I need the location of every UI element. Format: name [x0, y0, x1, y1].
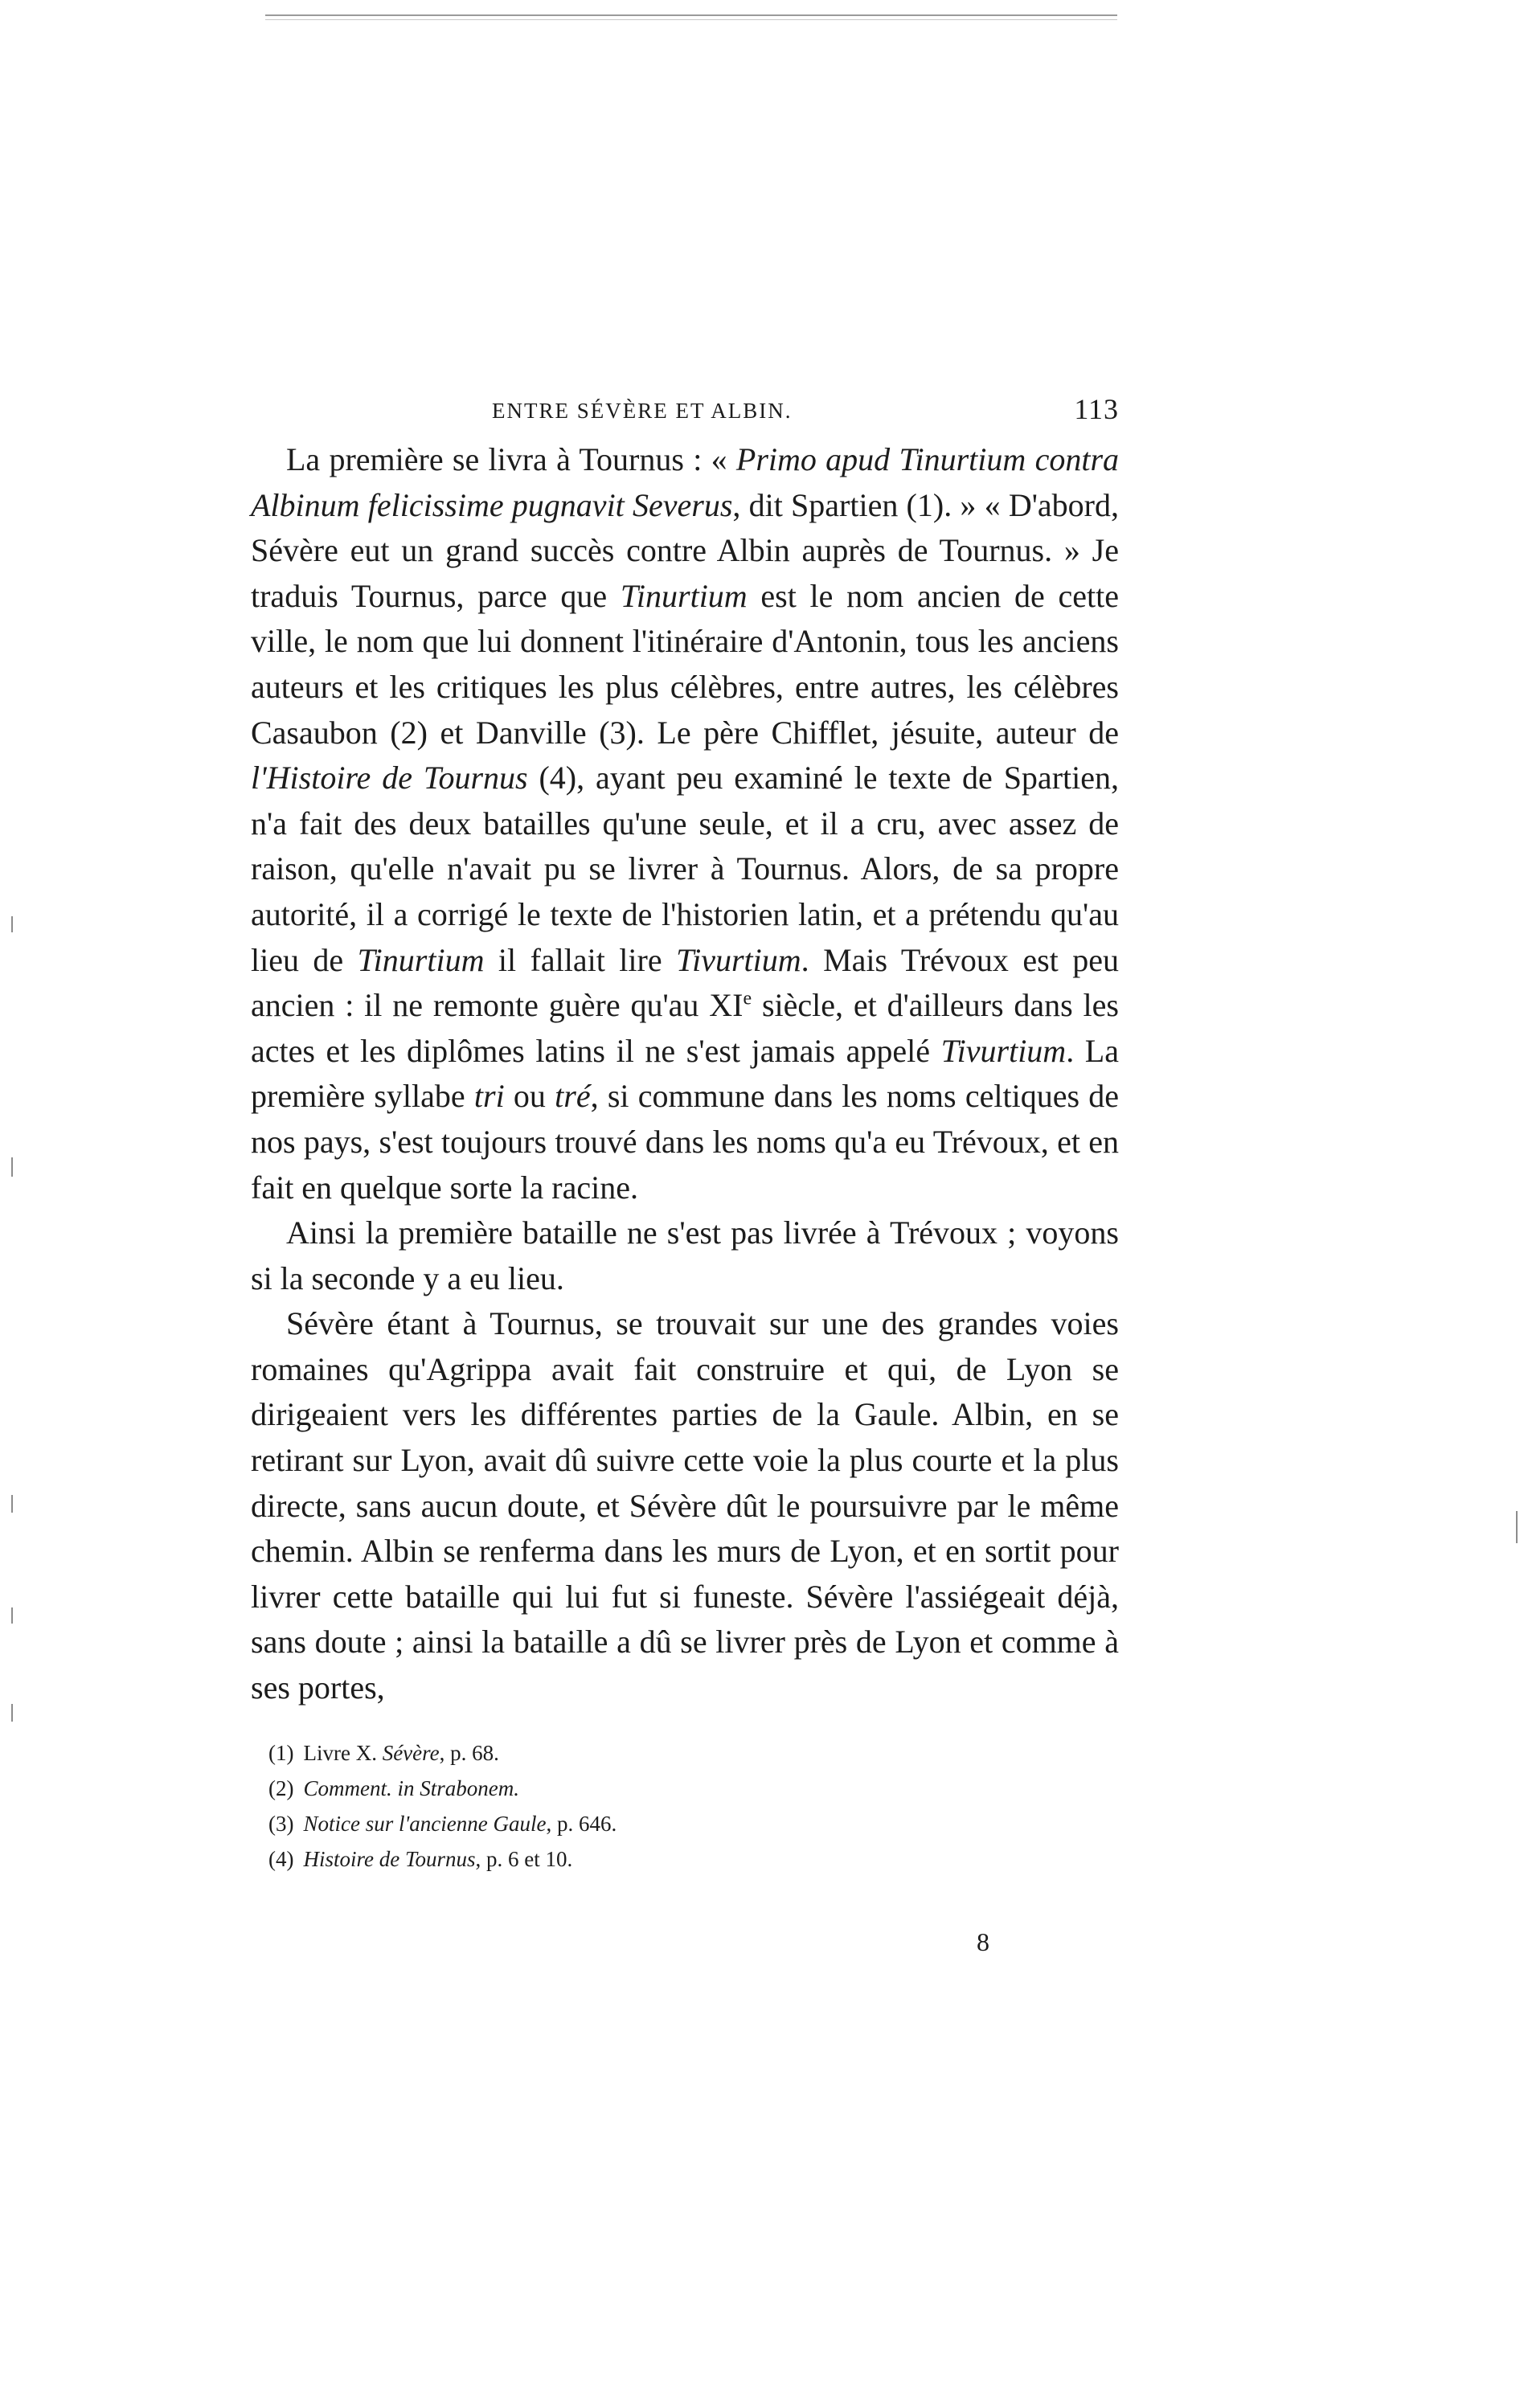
paragraph-2: Ainsi la première bataille ne s'est pas livrée à Trévoux ; voyons si la seconde y a eu lieu. [251, 1214, 1119, 1296]
page-number: 113 [1074, 393, 1119, 425]
paragraph-1: La première se livra à Tournus : « Primo apud Tinurtium contra Albinum felicissime pugnavit Severus, dit Spartien (1). » « D'abord, Sévère eut un grand succès contre Albin auprès de Tournus. » Je traduis Tournus, parce que Tinurtium est le nom ancien de cette ville, le nom que lui donnent l'itinéraire d'Antonin, tous les anciens auteurs et les critiques les plus célèbres, entre autres, les célèbres Casaubon (2) et Danville (3). Le père Chifflet, jésuite, auteur de l'Histoire de Tournus (4), ayant peu examiné le texte de Spartien, n'a fait des deux batailles qu'une seule, et il a cru, avec assez de raison, qu'elle n'avait pu se livrer à Tournus. Alors, de sa propre autorité, il a corrigé le texte de l'historien latin, et a prétendu qu'au lieu de Tinurtium il fallait lire Tivurtium. Mais Trévoux est peu ancien : il ne remonte guère qu'au XIe siècle, et d'ailleurs dans les actes et les diplômes latins il ne s'est jamais appelé Tivurtium. La première syllabe tri ou tré, si commune dans les noms celtiques de nos pays, s'est toujours trouvé dans les noms qu'a eu Trévoux, et en fait en quelque sorte la racine. [251, 441, 1120, 1206]
body-text [251, 437, 1119, 1711]
margin-mark [1516, 1511, 1518, 1543]
margin-mark [11, 916, 13, 932]
footnotes [251, 1735, 1119, 1877]
margin-mark [11, 1495, 13, 1513]
top-rule [265, 14, 1117, 16]
margin-mark [11, 1607, 13, 1624]
footnote: (2) Comment. in Strabonem. [268, 1775, 519, 1800]
footnote: (4) Histoire de Tournus, p. 6 et 10. [268, 1846, 573, 1871]
footnote: (3) Notice sur l'ancienne Gaule, p. 646. [268, 1811, 617, 1836]
footnote: (1) Livre X. Sévère, p. 68. [268, 1740, 499, 1765]
running-title: ENTRE SÉVÈRE ET ALBIN. [492, 399, 793, 423]
margin-mark [11, 1704, 13, 1722]
top-rule-secondary [265, 19, 1117, 20]
paragraph-3: Sévère étant à Tournus, se trouvait sur une des grandes voies romaines qu'Agrippa avait fait construire et qui, de Lyon se dirigeaient vers les différentes parties de la Gaule. Albin, en se retirant sur Lyon, avait dû suivre cette voie la plus courte et la plus directe, sans aucun doute, et Sévère dût le poursuivre par le même chemin. Albin se renferma dans les murs de Lyon, et en sortit pour livrer cette bataille qui lui fut si funeste. Sévère l'assiégeait déjà, sans doute ; ainsi la bataille a dû se livrer près de Lyon et comme à ses portes, [251, 1305, 1119, 1706]
margin-mark [11, 1157, 13, 1177]
running-head [251, 392, 1119, 437]
signature-mark: 8 [977, 1927, 989, 1956]
book-page [251, 392, 1119, 1877]
